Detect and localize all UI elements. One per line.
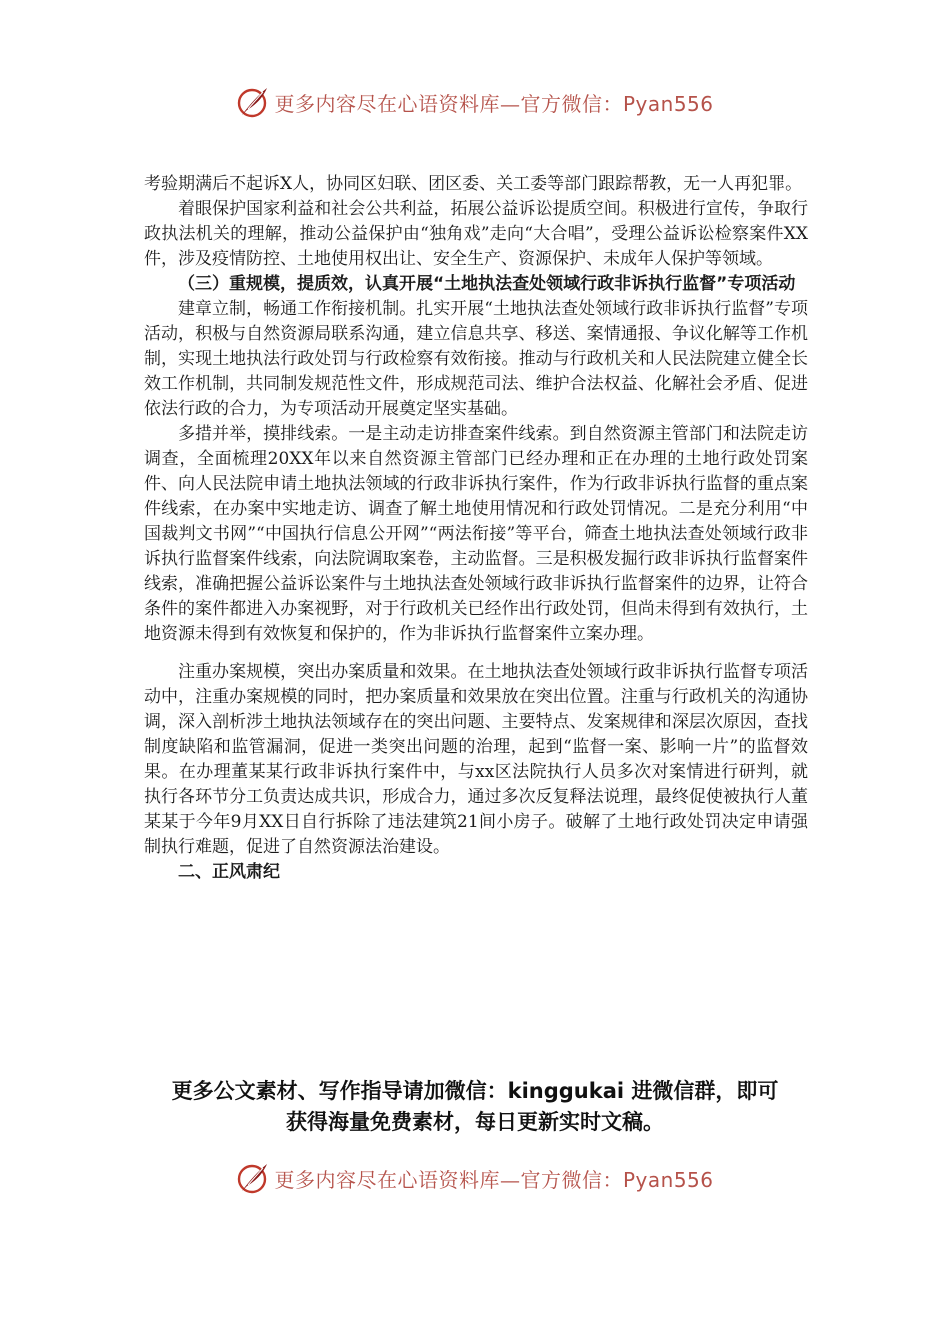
paragraph-continued: 考验期满后不起诉X人，协同区妇联、团区委、关工委等部门跟踪帮教，无一人再犯罪。 (144, 174, 803, 194)
section-heading-3: （三）重规模，提质效，认真开展“土地执法查处领域行政非诉执行监督”专项活动 (178, 274, 796, 294)
header-banner-text (274, 88, 713, 117)
document-body (144, 172, 808, 885)
feather-pen-logo-icon (236, 1161, 270, 1195)
paragraph-mechanism: 建章立制，畅通工作衔接机制。扎实开展“土地执法查处领域行政非诉执行监督”专项活动，积极与自然资源局联系沟通，建立信息共享、移送、案情通报、争议化解等工作机制，实现土地执法行政处罚与行政检察有效衔接。推动与行政机关和人民法院建立健全长效工作机制，共同制发规范性文件，形成规范司法、维护合法权益、化解社会矛盾、促进依法行政的合力，为专项活动开展奠定坚实基础。 (144, 299, 808, 419)
footer-banner-contact-id: Pyan556 (622, 1167, 714, 1192)
paragraph-public-interest: 着眼保护国家利益和社会公共利益，拓展公益诉讼提质空间。积极进行宣传，争取行政执法机关的理解，推动公益保护由“独角戏”走向“大合唱”，受理公益诉讼检察案件XX件，涉及疫情防控、土地使用权出让、安全生产、资源保护、未成年人保护等领域。 (144, 199, 808, 269)
footer-watermark-banner (0, 1160, 950, 1196)
footer-banner-contact-label: 官方微信： (520, 1167, 623, 1192)
footer-banner-text (274, 1164, 713, 1193)
section-heading-2: 二、正风肃纪 (178, 862, 280, 882)
footer-banner-title: 更多内容尽在心语资料库 (274, 1167, 500, 1192)
header-banner-contact-label: 官方微信： (520, 91, 623, 116)
feather-pen-logo-icon (236, 85, 270, 119)
header-banner-contact-id: Pyan556 (622, 91, 714, 116)
header-banner-title: 更多内容尽在心语资料库 (274, 91, 500, 116)
header-banner-separator: — (499, 91, 521, 116)
footer-banner-separator: — (499, 1167, 521, 1192)
promo-notice (100, 1076, 850, 1138)
header-watermark-banner (0, 84, 950, 120)
paragraph-clues: 多措并举，摸排线索。一是主动走访排查案件线索。到自然资源主管部门和法院走访调查，全面梳理20XX年以来自然资源主管部门已经办理和正在办理的土地行政处罚案件、向人民法院申请土地执法领域的行政非诉执行案件，作为行政非诉执行监督的重点案件线索，在办案中实地走访、调查了解土地使用情况和行政处罚情况。二是充分利用“中国裁判文书网”“中国执行信息公开网”“两法衔接”等平台，筛查土地执法查处领域行政非诉执行监督案件线索，向法院调取案卷，主动监督。三是积极发掘行政非诉执行监督案件线索，准确把握公益诉讼案件与土地执法查处领域行政非诉执行监督案件的边界，让符合条件的案件都进入办案视野，对于行政机关已经作出行政处罚，但尚未得到有效执行，土地资源未得到有效恢复和保护的，作为非诉执行监督案件立案办理。 (144, 424, 808, 644)
promo-line-1: 更多公文素材、写作指导请加微信：kinggukai 进微信群，即可 (171, 1079, 779, 1103)
paragraph-case-quality: 注重办案规模，突出办案质量和效果。在土地执法查处领域行政非诉执行监督专项活动中，注重办案规模的同时，把办案质量和效果放在突出位置。注重与行政机关的沟通协调，深入剖析涉土地执法领域存在的突出问题、主要特点、发案规律和深层次原因，查找制度缺陷和监管漏洞，促进一类突出问题的治理，起到“监督一案、影响一片”的监督效果。在办理董某某行政非诉执行案件中，与xx区法院执行人员多次对案情进行研判，就执行各环节分工负责达成共识，形成合力，通过多次反复释法说理，最终促使被执行人董某某于今年9月XX日自行拆除了违法建筑21间小房子。破解了土地行政处罚决定申请强制执行难题，促进了自然资源法治建设。 (144, 662, 808, 857)
promo-line-2: 获得海量免费素材，每日更新实时文稿。 (286, 1110, 664, 1134)
